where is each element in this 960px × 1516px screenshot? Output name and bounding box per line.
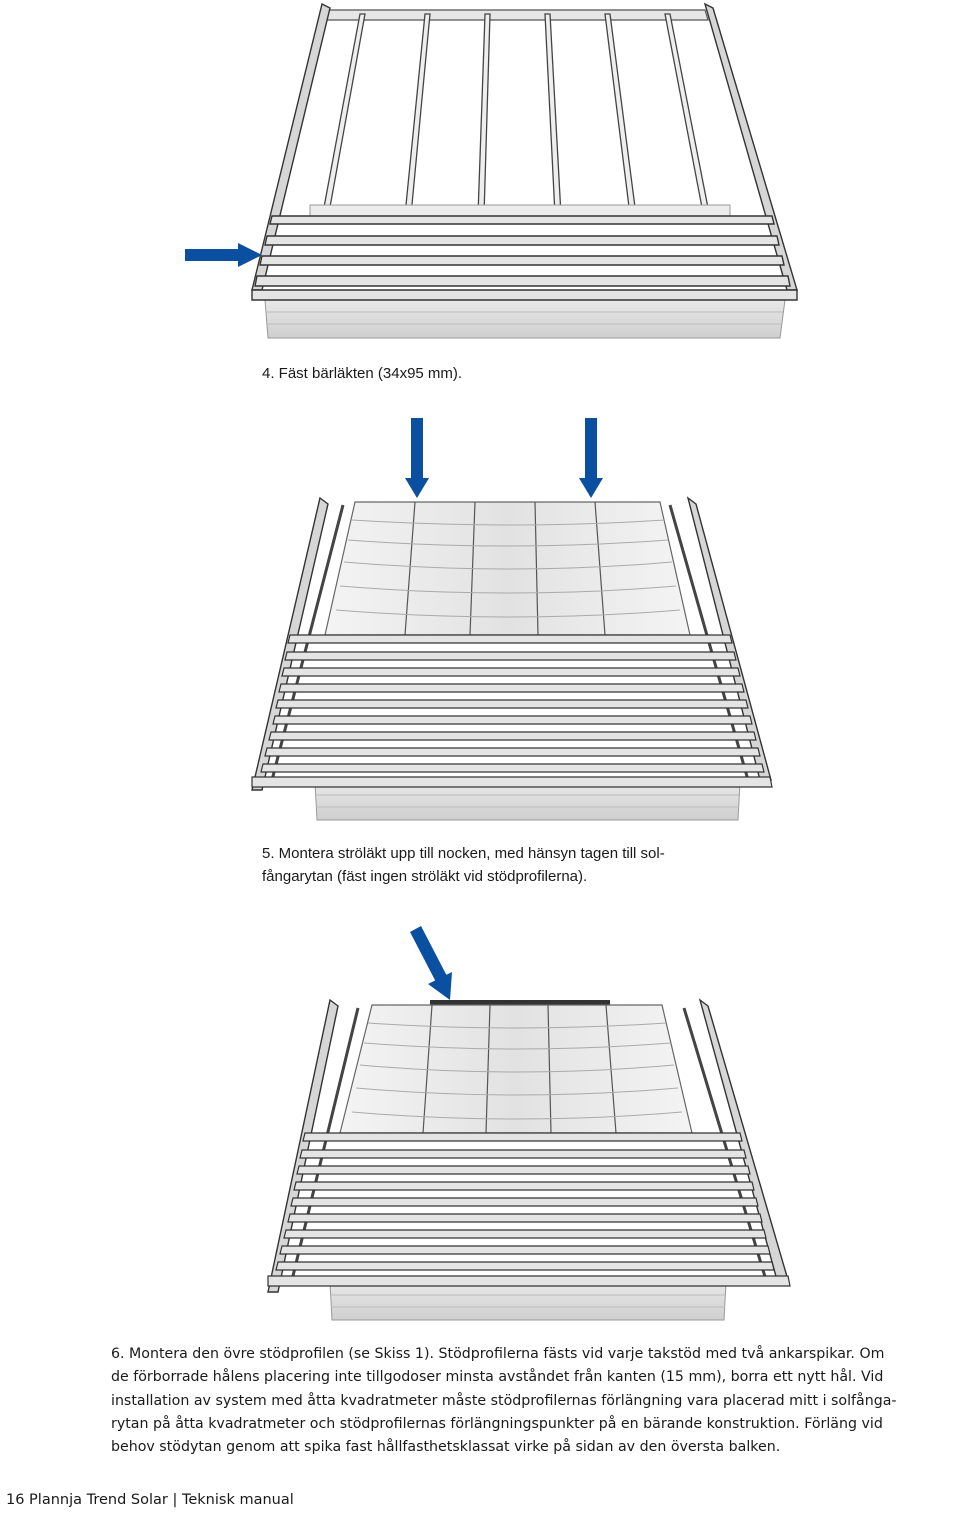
step-6-line-1: 6. Montera den övre stödprofilen (se Skiss 1). Stödprofilerna fästs vid varje takstöd med två ankarspikar. Om [111,1346,885,1362]
roof-frame-diagram-1 [0,0,960,350]
step-5-caption-line-2: fångarytan (fäst ingen ströläkt vid stödprofilerna). [262,868,588,885]
step-5-caption [262,842,665,888]
figure-step-5 [0,410,960,830]
step-4-caption: 4. Fäst bärläkten (34x95 mm). [262,365,463,382]
figure-step-6 [0,920,960,1340]
arrow-icon [579,418,603,498]
step-6-line-3: installation av system med åtta kvadratmeter måste stödprofilernas förlängning vara placerad mitt i solfånga- [111,1392,897,1409]
step-6-line-4: rytan på åtta kvadratmeter och stödprofilernas förlängningspunkter på en bärande konstruktion. Förläng vid [111,1415,883,1432]
figure-step-4 [0,0,960,350]
step-6-text [111,1343,960,1459]
page-footer: 16 Plannja Trend Solar | Teknisk manual [6,1492,294,1508]
step-5-caption-line-1: 5. Montera ströläkt upp till nocken, med hänsyn tagen till sol- [262,845,665,862]
roof-frame-diagram-3 [0,920,960,1340]
step-6-line-2: de förborrade hålens placering inte tillgodoser minsta avståndet från kanten (15 mm), borra ett nytt hål. Vid [111,1369,884,1386]
arrow-icon [405,418,429,498]
step-6-line-5: behov stödytan genom att spika fast hållfasthetsklassat virke på sidan av den översta balken. [111,1439,781,1456]
arrow-icon [410,926,452,1000]
arrow-icon [185,243,262,267]
roof-frame-diagram-2 [0,410,960,830]
